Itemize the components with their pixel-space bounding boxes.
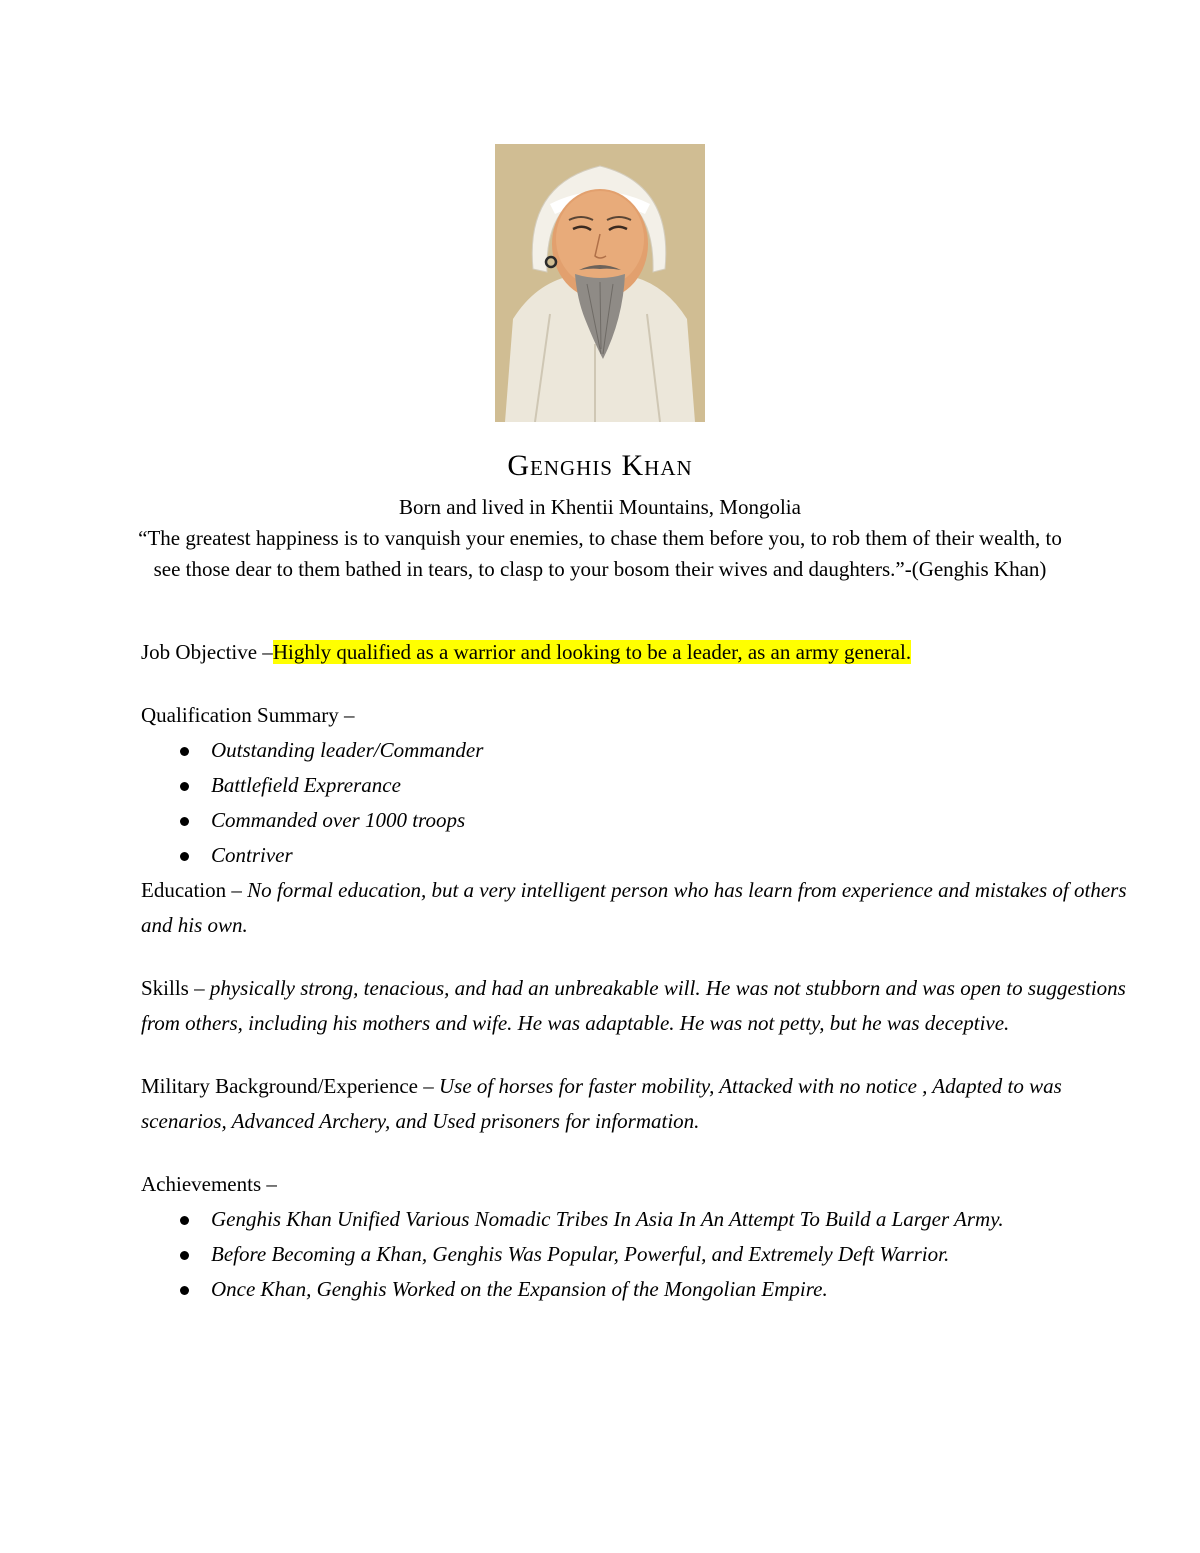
skills-row bbox=[141, 971, 1151, 1041]
list-item: Outstanding leader/Commander bbox=[141, 733, 1151, 768]
bullet-icon bbox=[180, 852, 189, 861]
quote-text: “The greatest happiness is to vanquish your enemies, to chase them before you, to rob them of their wealth, to see those dear to them bathed in tears, to clasp to your bosom their wives and daughters.”-(Genghis Khan) bbox=[138, 526, 1062, 581]
bullet-icon bbox=[180, 817, 189, 826]
bullet-icon bbox=[180, 1251, 189, 1260]
list-item: Battlefield Exprerance bbox=[141, 768, 1151, 803]
education-text: No formal education, but a very intelligent person who has learn from experience and mistakes of others and his own. bbox=[141, 878, 1127, 937]
list-item: Contriver bbox=[141, 838, 1151, 873]
bullet-icon bbox=[180, 747, 189, 756]
origin-line: Born and lived in Khentii Mountains, Mongolia bbox=[399, 495, 801, 519]
job-objective-row bbox=[141, 635, 1151, 670]
candidate-name: Genghis Khan bbox=[507, 449, 693, 482]
skills-label: Skills – bbox=[141, 976, 205, 1000]
military-label: Military Background/Experience – bbox=[141, 1074, 434, 1098]
military-text: Use of horses for faster mobility, Attacked with no notice , Adapted to was scenarios, Advanced Archery, and Used prisoners for information. bbox=[141, 1074, 1062, 1133]
resume-body bbox=[141, 635, 1151, 1307]
list-item: Genghis Khan Unified Various Nomadic Tribes In Asia In An Attempt To Build a Larger Army. bbox=[141, 1202, 1151, 1237]
skills-text: physically strong, tenacious, and had an unbreakable will. He was not stubborn and was open to suggestions from others, including his mothers and wife. He was adaptable. He was not petty, but he was deceptive. bbox=[141, 976, 1126, 1035]
qualification-summary-label: Qualification Summary – bbox=[141, 703, 355, 727]
job-objective-text: Highly qualified as a warrior and looking to be a leader, as an army general. bbox=[272, 640, 912, 664]
bullet-icon bbox=[180, 1286, 189, 1295]
list-item: Once Khan, Genghis Worked on the Expansion of the Mongolian Empire. bbox=[141, 1272, 1151, 1307]
bullet-icon bbox=[180, 1216, 189, 1225]
portrait-image bbox=[495, 144, 705, 422]
achievements-label: Achievements – bbox=[141, 1172, 277, 1196]
education-label: Education – bbox=[141, 878, 242, 902]
qualification-list bbox=[141, 733, 1151, 873]
bullet-icon bbox=[180, 782, 189, 791]
job-objective-label: Job Objective – bbox=[141, 640, 273, 664]
list-item: Commanded over 1000 troops bbox=[141, 803, 1151, 838]
header-block bbox=[120, 440, 1080, 585]
achievements-list bbox=[141, 1202, 1151, 1307]
list-item: Before Becoming a Khan, Genghis Was Popular, Powerful, and Extremely Deft Warrior. bbox=[141, 1237, 1151, 1272]
military-row bbox=[141, 1069, 1151, 1139]
education-row bbox=[141, 873, 1151, 943]
